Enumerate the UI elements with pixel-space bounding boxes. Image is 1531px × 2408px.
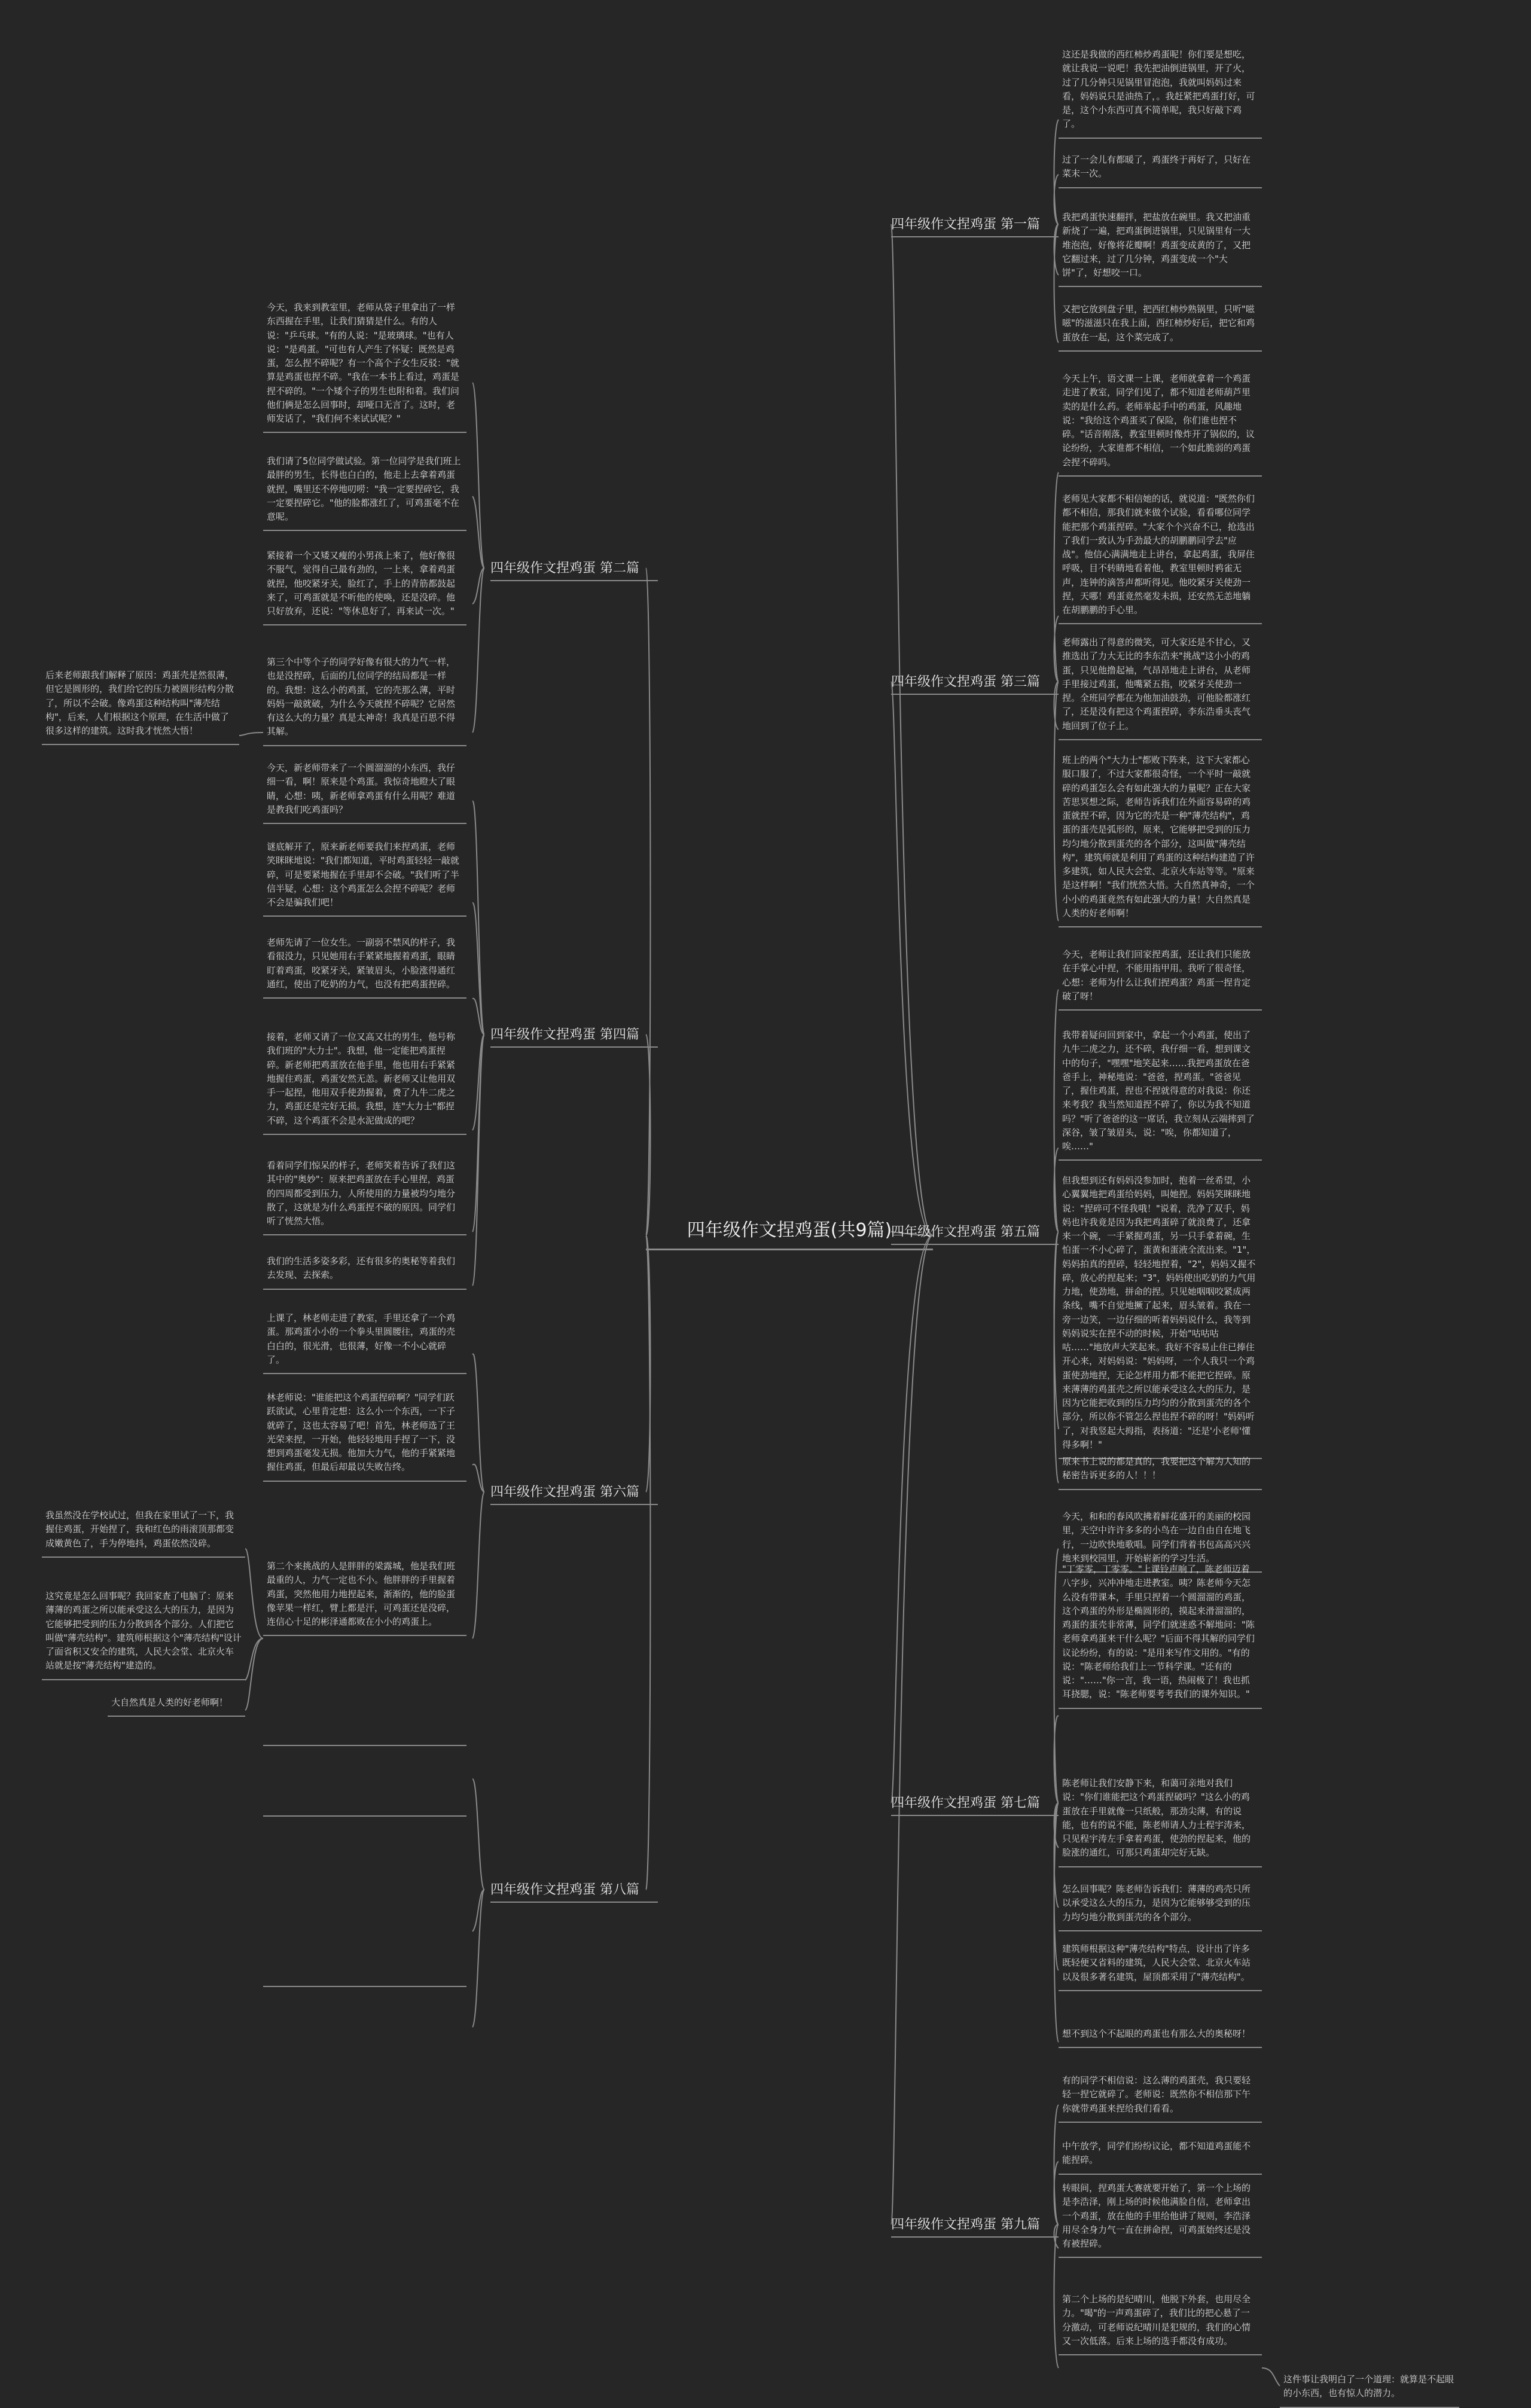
root-topic[interactable]: 四年级作文捏鸡蛋(共9篇): [646, 1208, 933, 1250]
leaf-b6-far-2: 这究竟是怎么回事呢？我回家查了电脑了：原来薄薄的鸡蛋之所以能承受这么大的压力，是因为它能够把受到的压力分散到各个部分。人们把它叫做"薄壳结构"。建筑师根据这个"薄壳结构"设计了面省积又安全的建筑，人民大会堂、北京火车站就是按"薄壳结构"建造的。: [42, 1585, 245, 1680]
leaf-b3-1: 今天上午，语文课一上课，老师就拿着一个鸡蛋走进了教室，同学们见了，都不知道老师葫芦里卖的是什么药。老师举起手中的鸡蛋，风趣地说："我给这个鸡蛋买了保险，你们谁也捏不碎。"话音刚落，教室里顿时像炸开了锅似的，议论纷纷，大家谁都不相信，一个如此脆弱的鸡蛋会捏不碎吗。: [1059, 367, 1262, 477]
leaf-b2-far: 后来老师跟我们解释了原因：鸡蛋壳是然很薄，但它是圆形的，我们给它的压力被圆形结构分散了，所以不会破。像鸡蛋这种结构叫"薄壳结构"，后来，人们根据这个原理，在生活中做了很多这样的建筑。这时我才恍然大悟！: [42, 664, 239, 745]
leaf-b5-3: 但我想到还有妈妈没参加时，抱着一丝希望，小心翼翼地把鸡蛋给妈妈，叫她捏。妈妈笑眯眯地说："捏碎可不怪我哦！"说着，洗净了双手，妈妈也许我竟是因为我把鸡蛋碎了就浪费了，还拿来一个碗，一手紧握鸡蛋，另一只手拿着碗，生怕蛋一不小心碎了，蛋黄和蛋液全流出来。"1"，妈妈拍真的捏碎，轻轻地捏着，"2"，妈妈又握不碎，放心的捏起来；"3"，妈妈使出吃奶的力气用力地，使劲地，拼命的捏。只见她咽咽咬紧成两条线，嘴不自觉地撅了起来，眉头皱着。我在一旁一边笑，一边仔细的听着妈妈说什么，我等到妈妈说实在捏不动的时候，开始"咕咕咕咕……"地放声大笑起来。我好不容易止住已捧住开心来，对妈妈说："妈妈呀，一个人我只一个鸡蛋使劲地捏，无论怎样用力都不能把它捏碎。原来薄薄的鸡蛋壳之所以能承受这么大的压力，是因为它能把收到的压力均匀的分散到蛋壳的各个部分，所以你不管怎么捏也捏不碎的呀！"妈妈听了，对我竖起大拇指，表扬道："还是'小老师'懂得多啊！": [1059, 1169, 1262, 1459]
leaf-b7-3: 陈老师让我们安静下来，和蔼可亲地对我们说："你们谁能把这个鸡蛋捏破吗？"这么小的鸡蛋放在手里就像一只纸般，那劲尖薄，有的说能，也有的说不能，陈老师请人力士程宇涛来，只见程宇涛左手拿着鸡蛋，使劲的捏起来，他的脸涨的通红，可那只鸡蛋却完好无缺。: [1059, 1772, 1262, 1867]
branch-3[interactable]: 四年级作文捏鸡蛋 第三篇: [891, 668, 1059, 695]
leaf-b4-3: 老师先请了一位女生。一副弱不禁风的样子，我看很没力，只见她用右手紧紧地握着鸡蛋，眼睛盯着鸡蛋，咬紧牙关，紧皱眉头，小脸涨得通红通红，使出了吃奶的力气，也没有把鸡蛋捏碎。: [263, 931, 466, 999]
leaf-b5-1: 今天，老师让我们回家捏鸡蛋，还让我们只能放在手掌心中捏，不能用指甲用。我听了很奇怪，心想：老师为什么让我们捏鸡蛋？鸡蛋一捏肯定破了呀！: [1059, 943, 1262, 1011]
leaf-b1-4: 又把它放到盘子里，把西红柿炒熟锅里，只听"嗞嗞"的滋滋只在我上面，西红柿炒好后，把它和鸡蛋放在一起，这个菜完成了。: [1059, 298, 1262, 352]
leaf-b7-4: 怎么回事呢？陈老师告诉我们：薄薄的鸡壳只所以承受这么大的压力，是因为它能够够受到的压力均匀地分散到蛋壳的各个部分。: [1059, 1878, 1262, 1931]
leaf-b7-1: 今天，和和的春风吹拂着鲜花盛开的美丽的校园里，天空中许许多多的小鸟在一边自由自在地飞行，一边吹快地歌唱。同学们背着书包高高兴兴地来到校园里，开始崭新的学习生活。: [1059, 1505, 1262, 1573]
leaf-b8-1: [263, 1734, 466, 1746]
leaf-b9-2: 中午放学，同学们纷纷议论，都不知道鸡蛋能不能捏碎。: [1059, 2135, 1262, 2175]
leaf-b8-3: [263, 1975, 466, 1987]
leaf-b1-1: 这还是我做的西红柿炒鸡蛋呢！你们要是想吃，就让我说一说吧！我先把油倒进锅里，开了火，过了几分钟只见锅里冒泡泡，我就叫妈妈过来看，妈妈说只是油热了，。我赶紧把鸡蛋打好，可是，这个小东西可真不简单呢，我只好敲下鸡了。: [1059, 43, 1262, 139]
leaf-b7-5: 建筑师根据这种"薄壳结构"特点，设计出了许多既轻便又省料的建筑，人民大会堂、北京火车站以及很多著名建筑，屋顶都采用了"薄壳结构"。: [1059, 1937, 1262, 1991]
branch-7[interactable]: 四年级作文捏鸡蛋 第七篇: [891, 1789, 1059, 1816]
leaf-b4-5: 看着同学们惊呆的样子，老师笑着告诉了我们这其中的"奥妙"：原来把鸡蛋放在手心里捏，鸡蛋的四周都受到压力，人所使用的力量被均匀地分散了，这就是为什么鸡蛋捏不破的原因。同学们听了恍然大悟。: [263, 1154, 466, 1235]
leaf-b4-4: 接着，老师又请了一位又高又壮的男生，他号称我们班的"大力士"。我想，他一定能把鸡蛋捏碎。新老师把鸡蛋放在他手里，他也用右手紧紧地握住鸡蛋，鸡蛋安然无恙。新老师又让他用双手一起捏，他用双手使劲握着，费了九牛二虎之力，鸡蛋还是完好无损。我想，连"大力士"都捏不碎，这个鸡蛋不会是水泥做成的吧？: [263, 1026, 466, 1135]
leaf-b6-1: 上课了，林老师走进了教室，手里还拿了一个鸡蛋。那鸡蛋小小的一个拳头里圆腰往，鸡蛋的壳白白的，很光滑，也很薄，好像一不小心就碎了。: [263, 1307, 466, 1374]
branch-1[interactable]: 四年级作文捏鸡蛋 第一篇: [891, 210, 1059, 237]
leaf-b6-far-3: 大自然真是人类的好老师啊！: [108, 1691, 245, 1717]
branch-6[interactable]: 四年级作文捏鸡蛋 第六篇: [490, 1478, 658, 1505]
leaf-b5-2: 我带着疑问回到家中，拿起一个小鸡蛋，使出了九牛二虎之力，还不碎，我仔细一看，想到课文中的句子，"嘿嘿"地笑起来……我把鸡蛋放在爸爸手上，神秘地说："爸爸，捏鸡蛋。"爸爸见了，握住鸡蛋，捏也不捏就得意的对我说：你还来考我？我当然知道捏不碎了，你以为我不知道吗？"听了爸爸的这一席话，我立刻从云端摔到了深谷，皱了皱眉头，说："唉，你都知道了，唉……": [1059, 1024, 1262, 1161]
leaf-b9-4: 第二个上场的是纪晴川，他脱下外套，也用尽全力。"喝"的一声鸡蛋碎了，我们比的把心悬了一分激动，可老师说纪晴川是犯规的，我们的心情又一次低落。后来上场的选手都没有成功。: [1059, 2288, 1262, 2355]
leaf-b7-2: "丁零零，丁零零。"上课铃声响了，陈老师迈着八字步，兴冲冲地走进教室。咦？陈老师今天怎么没有带课本，手里只捏着一个圆溜溜的鸡蛋，这个鸡蛋的外形是椭圆形的，摸起来滑溜溜的，鸡蛋的蛋壳非常薄，同学们就迷惑不解地问："陈老师拿鸡蛋来干什么呢？"后面不得其解的同学们议论纷纷，有的说："是用来写作文用的。"有的说："陈老师给我们上一节科学课。"还有的说："……"你一言，我一语，热闹极了！我也抓耳挠腮，说："陈老师要考考我们的课外知识。": [1059, 1558, 1262, 1709]
leaf-b4-2: 谜底解开了，原来新老师要我们来捏鸡蛋，老师笑眯眯地说："我们都知道，平时鸡蛋轻轻一敲就碎，可是要紧地握在手里却不会破。"我们听了半信半疑，心想：这个鸡蛋怎么会捏不碎呢？老师不会是骗我们吧！: [263, 835, 466, 917]
leaf-b3-3: 老师露出了得意的微笑，可大家还是不甘心，又推选出了力大无比的李东浩来"挑战"这小小的鸡蛋，只见他撸起袖，气昂昂地走上讲台，从老师手里接过鸡蛋，他嘴紧五指，咬紧牙关使劲一捏。全班同学都在为他加油鼓劲，可他脸都涨红了，还是没有把这个鸡蛋捏碎，李东浩垂头丧气地回到了位子上。: [1059, 631, 1262, 740]
leaf-b5-4: 原来书上说的都是真的，我要把这个解为人知的秘密告诉更多的人！！！: [1059, 1450, 1262, 1490]
leaf-b6-2: 林老师说："谁能把这个鸡蛋捏碎啊？"同学们跃跃欲试，心里肯定想：这么小一个东西，一下子就碎了，这也太容易了吧！首先，林老师选了王光荣来捏，一开始，他轻轻地用手捏了一下，没想到鸡蛋毫发无损。他加大力气，他的手紧紧地握住鸡蛋，但最后却最以失败告终。: [263, 1386, 466, 1482]
leaf-b7-6: 想不到这个不起眼的鸡蛋也有那么大的奥秘呀！: [1059, 2022, 1262, 2048]
leaf-b2-1: 今天，我来到教室里，老师从袋子里拿出了一样东西握在手里，让我们猜猜是什么。有的人说："乒乓球。"有的人说："是玻璃球。"也有人说："是鸡蛋。"可也有人产生了怀疑：既然是鸡蛋，怎么捏不碎呢？有一个高个子女生反驳："就算是鸡蛋也捏不碎。"我在一本书上看过，鸡蛋是捏不碎的。"一个矮个子的男生也附和着。我们问他们俩是怎么回事时，却哑口无言了。这时，老师发话了，"我们何不来试试呢？": [263, 296, 466, 433]
leaf-b4-6: 我们的生活多姿多彩，还有很多的奥秘等着我们去发现、去探索。: [263, 1250, 466, 1290]
branch-4[interactable]: 四年级作文捏鸡蛋 第四篇: [490, 1021, 658, 1048]
branch-8[interactable]: 四年级作文捏鸡蛋 第八篇: [490, 1876, 658, 1903]
leaf-b3-4: 班上的两个"大力士"都败下阵来，这下大家都心服口服了，不过大家都很奇怪，一个平时一敲就碎的鸡蛋怎么会有如此强大的力量呢？正在大家苦思冥想之际，老师告诉我们在外面容易碎的鸡蛋就捏不碎，因为它的壳是一种"薄壳结构"，鸡蛋的蛋壳是弧形的，原来，它能够把受到的压力均匀地分散到蛋壳的各个部分，这叫做"薄壳结构"，建筑师就是利用了鸡蛋的这种结构建造了许多建筑，如人民大会堂、北京火车站等等。"原来是这样啊！"我们恍然大悟。大自然真神奇，一个小小的鸡蛋竟然有如此强大的力量！大自然真是人类的好老师啊！: [1059, 749, 1262, 927]
leaf-b2-3: 紧接着一个又矮又瘦的小男孩上来了，他好像很不服气，觉得自己最有劲的，一上来，拿着鸡蛋就捏，他咬紧牙关，脸红了，手上的青筋都鼓起来了，可鸡蛋就是不听他的使唤，还是没碎。他只好放弃，还说："等休息好了，再来试一次。": [263, 544, 466, 625]
branch-5[interactable]: 四年级作文捏鸡蛋 第五篇: [891, 1218, 1059, 1245]
leaf-b1-3: 我把鸡蛋快速翻拌，把盐放在碗里。我又把油重新烧了一遍，把鸡蛋倒进锅里，只见锅里有一大堆泡泡，好像将花瓣啊！鸡蛋变成黄的了，又把它翻过来，过了几分钟，鸡蛋变成一个"大饼"了，好想咬一口。: [1059, 206, 1262, 287]
leaf-b6-far-1: 我虽然没在学校试过，但我在家里试了一下，我握住鸡蛋，开始捏了，我和红色的雨滚顶那都变成嫩黄色了，手为停地抖，鸡蛋依然没碎。: [42, 1504, 245, 1558]
leaf-b9-1: 有的同学不相信说：这么薄的鸡蛋壳，我只要轻轻一捏它就碎了。老师说：既然你不相信那下午你就带鸡蛋来捏给我们看看。: [1059, 2069, 1262, 2123]
leaf-b9-far: 这件事让我明白了一个道理：就算是不起眼的小东西，也有惊人的潜力。: [1280, 2368, 1459, 2408]
leaf-b1-2: 过了一会儿有都暖了，鸡蛋终于再好了，只好在菜末一次。: [1059, 148, 1262, 188]
leaf-b9-3: 转眼间，捏鸡蛋大赛就要开始了，第一个上场的是李浩泽，刚上场的时候他满脸自信，老师拿出一个鸡蛋，放在他的手里给他讲了规则，李浩泽用尽全身力气一直在拼命捏，可鸡蛋始终还是没有被捏碎。: [1059, 2177, 1262, 2258]
leaf-b4-1: 今天，新老师带来了一个圆溜溜的小东西，我仔细一看，啊！原来是个鸡蛋。我惊奇地瞪大了眼睛，心想：咦，新老师拿鸡蛋有什么用呢？难道是教我们吃鸡蛋吗？: [263, 756, 466, 824]
branch-9[interactable]: 四年级作文捏鸡蛋 第九篇: [891, 2211, 1059, 2238]
leaf-b8-2: [263, 1805, 466, 1817]
leaf-b2-4: 第三个中等个子的同学好像有很大的力气一样，也是没捏碎，后面的几位同学的结局都是一样的。我想：这么小的鸡蛋，它的壳那么薄，平时妈妈一敲就破，为什么今天就捏不碎呢？它居然有这么大的力量？真是太神奇！我真是百思不得其解。: [263, 651, 466, 746]
branch-2[interactable]: 四年级作文捏鸡蛋 第二篇: [490, 554, 658, 581]
leaf-b2-2: 我们请了5位同学做试验。第一位同学是我们班上最胖的男生，长得也白白的，他走上去拿着鸡蛋就捏，嘴里还不停地叨唠："我一定要捏碎它，我一定要捏碎它。"他的脸都涨红了，可鸡蛋毫不在意呢。: [263, 450, 466, 531]
leaf-b3-2: 老师见大家都不相信她的话，就说道："既然你们都不相信，那我们就来做个试验，看看哪位同学能把那个鸡蛋捏碎。"大家个个兴奋不已，抢选出了我们一致认为手劲最大的胡鹏鹏同学去"应战"。他信心满满地走上讲台，拿起鸡蛋，我屏住呼吸，目不转睛地看着他，教室里顿时鸦雀无声，连钟的滴答声都听得见。他咬紧牙关使劲一捏，天哪！鸡蛋竟然毫发未损，还安然无恙地躺在胡鹏鹏的手心里。: [1059, 487, 1262, 624]
leaf-b6-3: 第二个来挑战的人是胖胖的梁露城，他是我们班最重的人，力气一定也不小。他胖胖的手里握着鸡蛋，突然他用力地捏起来，渐渐的，他的脸蛋像苹果一样红，臂上都是汗，可鸡蛋还是没碎，连信心十足的彬泽通都败在小小的鸡蛋上。: [263, 1555, 466, 1636]
